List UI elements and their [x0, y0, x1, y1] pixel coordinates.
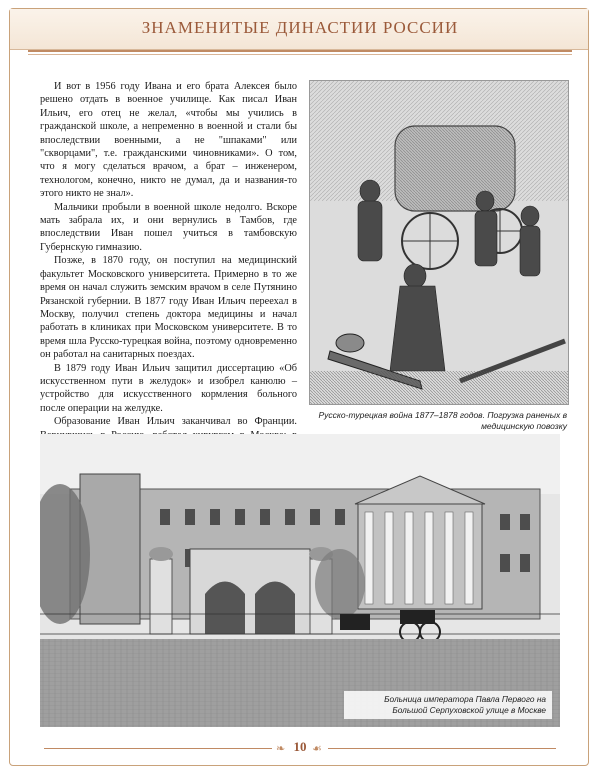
paragraph: В 1879 году Иван Ильич защитил диссертацию «Об искусственном пути в желудок» и изобрел канюлю – устройство для искусственного кормления больного после операции на желудке. [40, 362, 297, 414]
paragraph: Позже, в 1870 году, он поступил на медицинский факультет Московского университета. Примерно в то же время он начал служить земским врачом в селе Путянино Рязанской губернии. В 1877 году Иван Ильич переехал в Москву, получил степень доктора медицины и начал работать в клиниках при Московском университете. В то время шла Русско-турецкая война, поэтому одновременно он работал на санитарных поездах. [40, 255, 297, 361]
header-rule-thin [28, 54, 572, 55]
paragraph: Мальчики пробыли в военной школе недолго. Вскоре мать забрала их, и они вернулись в Тамбов, где впоследствии Иван пошел учиться в тамбовскую Губернскую гимназию. [40, 201, 297, 253]
war-engraving-illustration [310, 81, 568, 404]
page-number: 10 [293, 739, 307, 754]
header-rule [28, 50, 572, 52]
war-engraving-caption: Русско-турецкая война 1877–1878 годов. Погрузка раненых в медицинскую повозку [318, 410, 567, 431]
hospital-photo-caption: Больница императора Павла Первого на Большой Серпуховской улице в Москве [344, 691, 552, 719]
footer-ornament-left-icon: ❧ [276, 743, 286, 755]
running-header: ЗНАМЕНИТЫЕ ДИНАСТИИ РОССИИ [141, 18, 459, 37]
footer-rule-right [328, 748, 556, 749]
war-engraving [309, 80, 569, 405]
paragraph: И вот в 1956 году Ивана и его брата Алексея было решено отдать в военное училище. Как писал Иван Ильич, его отец не желал, «чтобы мы учились в гражданской школе, а непременно в военной и стали бы впоследствии военными, а не "шпаками" или "скворцами", т.е. гражданскими чиновниками». О том, что я могу сделаться врачом, а брат – инженером, технологом, конечно, никто не думал, да и названия-то этого никто не знал». [40, 81, 297, 200]
paragraph: Образование Иван Ильич заканчивал во Франции. [54, 416, 297, 428]
hospital-photo [40, 434, 560, 727]
hospital-photo-illustration [40, 434, 560, 727]
footer-ornament-right-icon: ☙ [312, 743, 322, 755]
